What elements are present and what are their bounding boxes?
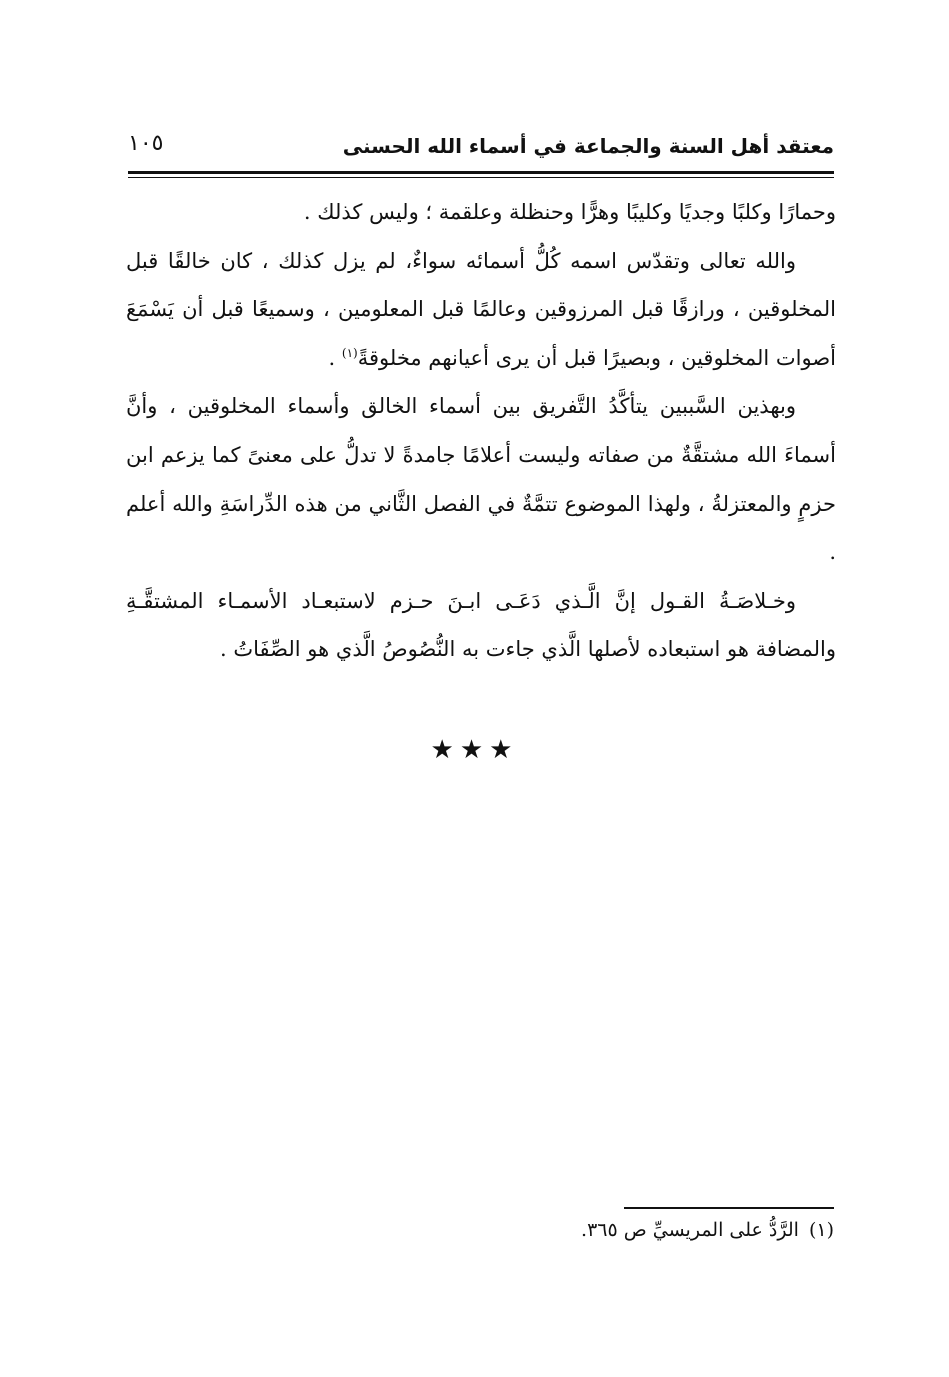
paragraph-2-end: .: [328, 345, 342, 370]
section-separator-stars: ★★★: [430, 735, 519, 765]
paragraph-3: وبهذين السَّببين يتأكَّدُ التَّفريق بين أسماء الخالق وأسماء المخلوقين ، وأنَّ أسماءَ الله مشتقَّةٌ من صفاته وليست أعلامًا جامدةً لا تدلُّ على معنىً كما يزعم ابن حزمٍ والمعتزلةُ ، ولهذا الموضوع تتمَّةٌ في الفصل الثَّاني من هذه الدِّراسَةِ والله أعلم .: [126, 394, 836, 565]
running-header: [128, 128, 834, 164]
footnote-text: الرَّدُّ على المريسيِّ ص ٣٦٥.: [581, 1219, 799, 1241]
body-text: [126, 188, 836, 674]
footnote-marker: (١): [808, 1219, 834, 1241]
paragraph-4: وخـلاصَـةُ القـول إنَّ الَّـذي دَعَـى ابـنَ حـزم لاستبعـاد الأسمـاء المشتقَّـةِ والمضافة هو استبعاده لأصلها الَّذي جاءت به النُّصُوصُ الَّذي هو الصِّفَاتُ .: [126, 588, 836, 662]
header-title: معتقد أهل السنة والجماعة في أسماء الله الحسنى: [342, 134, 834, 158]
paragraph-2-text: والله تعالى وتقدّس اسمه كُلُّ أسمائه سواءٌ، لم يزل كذلك ، كان خالقًا قبل المخلوقين ، ورازقًا قبل المرزوقين وعالمًا قبل المعلومين ، وسميعًا قبل أن يَسْمَعَ أصوات المخلوقين ، وبصيرًا قبل أن يرى أعيانهم مخلوقةً: [126, 248, 836, 370]
footnote-reference[interactable]: (١): [341, 345, 358, 360]
page-number: ١٠٥: [128, 131, 164, 156]
paragraph-1: وحمارًا وكلبًا وجديًا وكليبًا وهرًّا وحنظلة وعلقمة ؛ وليس كذلك .: [303, 200, 836, 224]
header-rule-thin: [128, 177, 834, 178]
footnote-rule: [624, 1207, 834, 1209]
footnote: [126, 1214, 834, 1246]
paragraph-2: [126, 237, 836, 383]
header-rule: [128, 171, 834, 174]
